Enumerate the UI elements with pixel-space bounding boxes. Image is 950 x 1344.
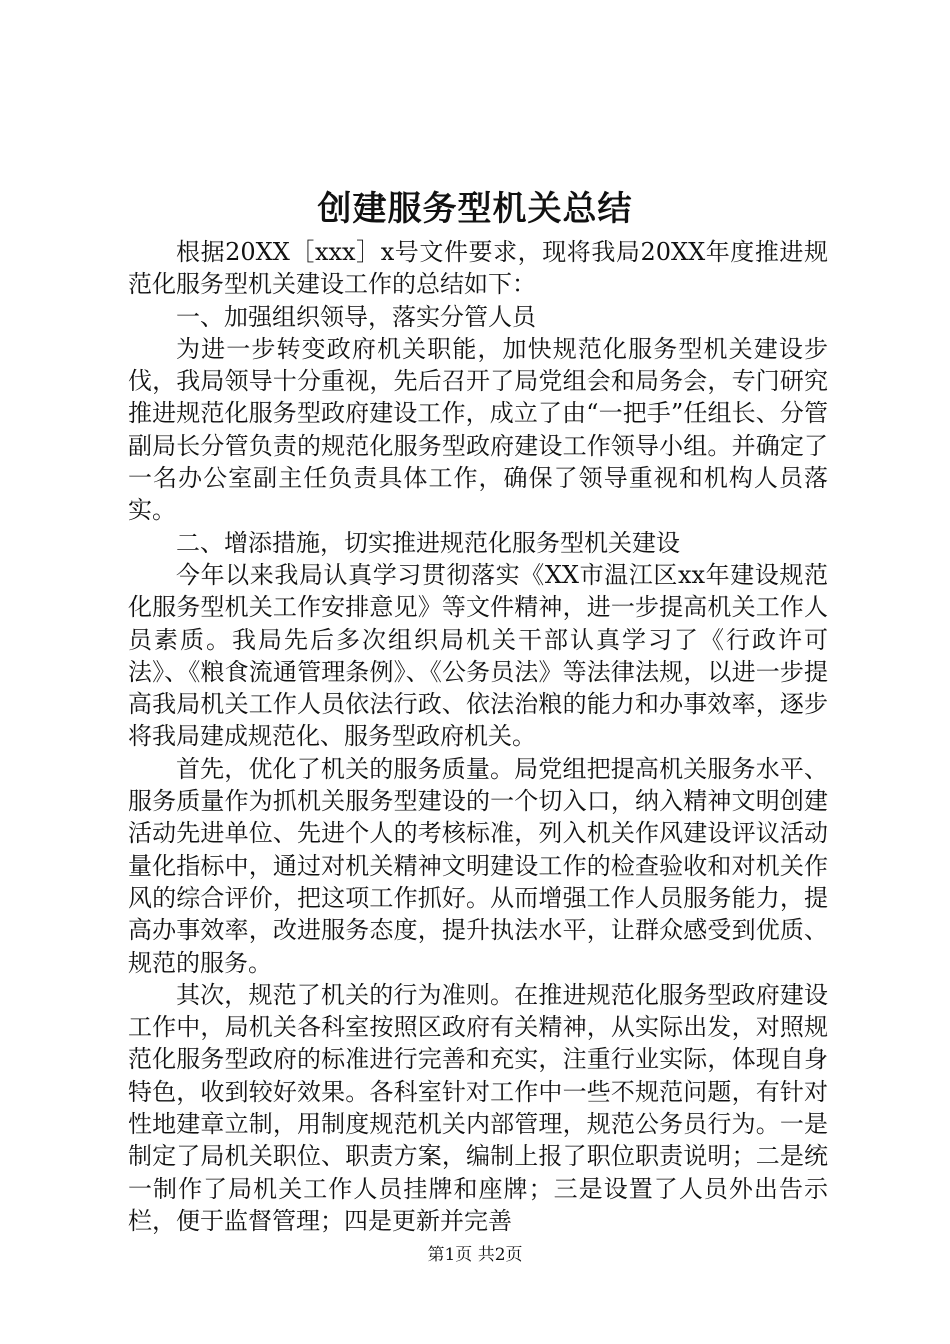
body-paragraph: 今年以来我局认真学习贯彻落实《XX市温江区xx年建设规范化服务型机关工作安排意见》等文件精神，进一步提高机关工作人员素质。我局先后多次组织局机关干部认真学习了《行政许可法》、《粮食流通管理条例》、《公务员法》等法律法规，以进一步提高我局机关工作人员依法行政、依法治粮的能力和办事效率，逐步将我局建成规范化、服务型政府机关。 [128,560,828,751]
section-heading-2: 二、增添措施，切实推进规范化服务型机关建设 [176,528,680,557]
body-paragraph: 首先，优化了机关的服务质量。局党组把提高机关服务水平、服务质量作为抓机关服务型建设的一个切入口，纳入精神文明创建活动先进单位、先进个人的考核标准，列入机关作风建设评议活动量化指标中，通过对机关精神文明建设工作的检查验收和对机关作风的综合评价，把这项工作抓好。从而增强工作人员服务能力，提高办事效率，改进服务态度，提升执法水平，让群众感受到优质、规范的服务。 [128,754,828,977]
section-heading-1: 一、加强组织领导，落实分管人员 [176,302,536,331]
intro-paragraph: 根据20XX［xxx］x号文件要求，现将我局20XX年度推进规范化服务型机关建设工作的总结如下： [128,238,828,299]
body-paragraph: 为进一步转变政府机关职能，加快规范化服务型机关建设步伐，我局领导十分重视，先后召开了局党组会和局务会，专门研究推进规范化服务型政府建设工作，成立了由“一把手”任组长、分管副局长分管负责的规范化服务型政府建设工作领导小组。并确定了一名办公室副主任负责具体工作，确保了领导重视和机构人员落实。 [128,334,828,525]
page-footer: 第1页 共2页 [427,1245,523,1265]
body-paragraph: 其次，规范了机关的行为准则。在推进规范化服务型政府建设工作中，局机关各科室按照区政府有关精神，从实际出发，对照规范化服务型政府的标准进行完善和充实，注重行业实际，体现自身特色，收到较好效果。各科室针对工作中一些不规范问题，有针对性地建章立制，用制度规范机关内部管理，规范公务员行为。一是制定了局机关职位、职责方案，编制上报了职位职责说明；二是统一制作了局机关工作人员挂牌和座牌；三是设置了人员外出告示栏，便于监督管理；四是更新并完善 [128,980,828,1235]
document-body [128,236,828,1237]
document-title: 创建服务型机关总结 [317,189,633,229]
